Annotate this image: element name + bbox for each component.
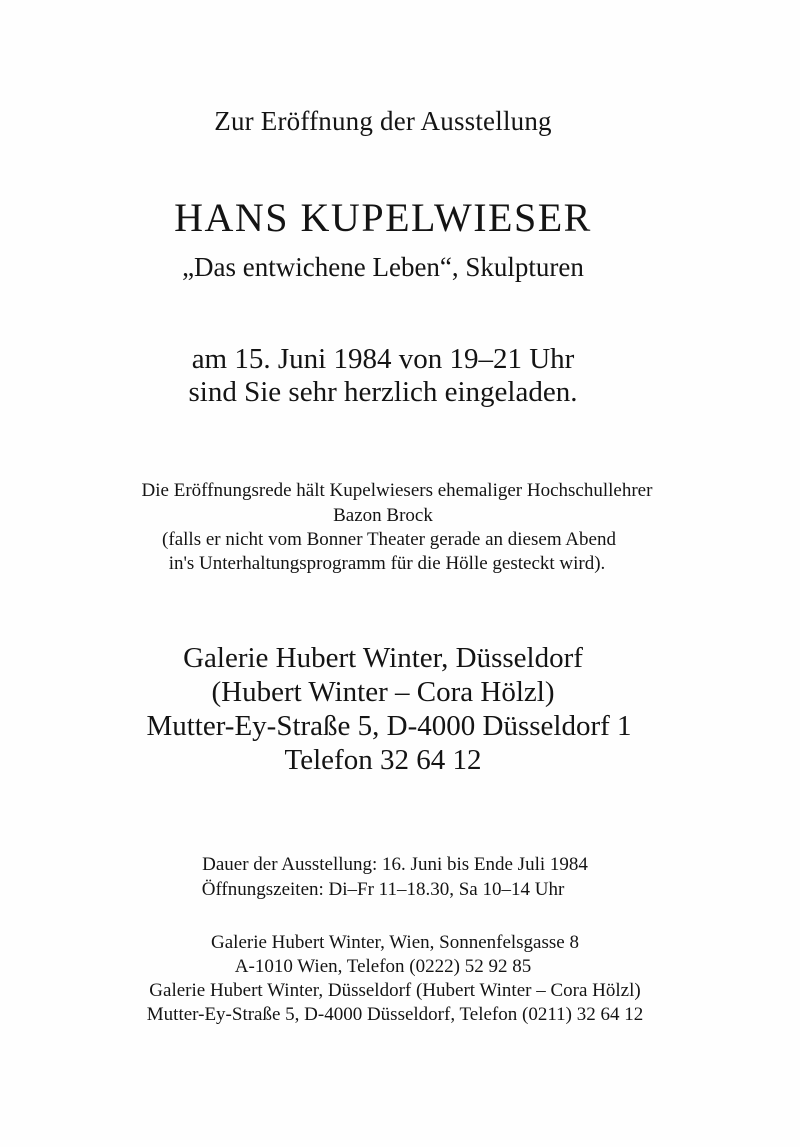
- address-line: Galerie Hubert Winter, Düsseldorf (Hubert Winter – Cora Hölzl): [149, 980, 641, 1001]
- speaker-name: Bazon Brock: [333, 505, 433, 526]
- exhibition-title: „Das entwichene Leben“, Skulpturen: [182, 252, 584, 282]
- gallery-phone: Telefon 32 64 12: [284, 744, 482, 776]
- opening-date: am 15. Juni 1984 von 19–21 Uhr: [191, 343, 575, 375]
- gallery-address: Mutter-Ey-Straße 5, D-4000 Düsseldorf 1: [146, 710, 632, 742]
- address-line: Mutter-Ey-Straße 5, D-4000 Düsseldorf, Telefon (0211) 32 64 12: [146, 1004, 644, 1025]
- invitation-text: sind Sie sehr herzlich eingeladen.: [188, 376, 578, 408]
- opening-hours: Öffnungszeiten: Di–Fr 11–18.30, Sa 10–14 Uhr: [201, 879, 565, 900]
- address-line: Galerie Hubert Winter, Wien, Sonnenfelsgasse 8: [211, 932, 579, 953]
- gallery-name: Galerie Hubert Winter, Düsseldorf: [183, 642, 583, 674]
- opening-line: Zur Eröffnung der Ausstellung: [214, 106, 552, 136]
- address-line: A-1010 Wien, Telefon (0222) 52 92 85: [234, 956, 532, 977]
- speech-note-line: in's Unterhaltungsprogramm für die Hölle gesteckt wird).: [168, 553, 606, 574]
- exhibition-duration: Dauer der Ausstellung: 16. Juni bis Ende Juli 1984: [202, 854, 588, 875]
- speech-note-line: Die Eröffnungsrede hält Kupelwiesers ehemaliger Hochschullehrer: [141, 480, 653, 501]
- artist-name: HANS KUPELWIESER: [174, 195, 592, 240]
- speech-note-line: (falls er nicht vom Bonner Theater gerade an diesem Abend: [162, 529, 616, 550]
- gallery-owners: (Hubert Winter – Cora Hölzl): [211, 676, 555, 708]
